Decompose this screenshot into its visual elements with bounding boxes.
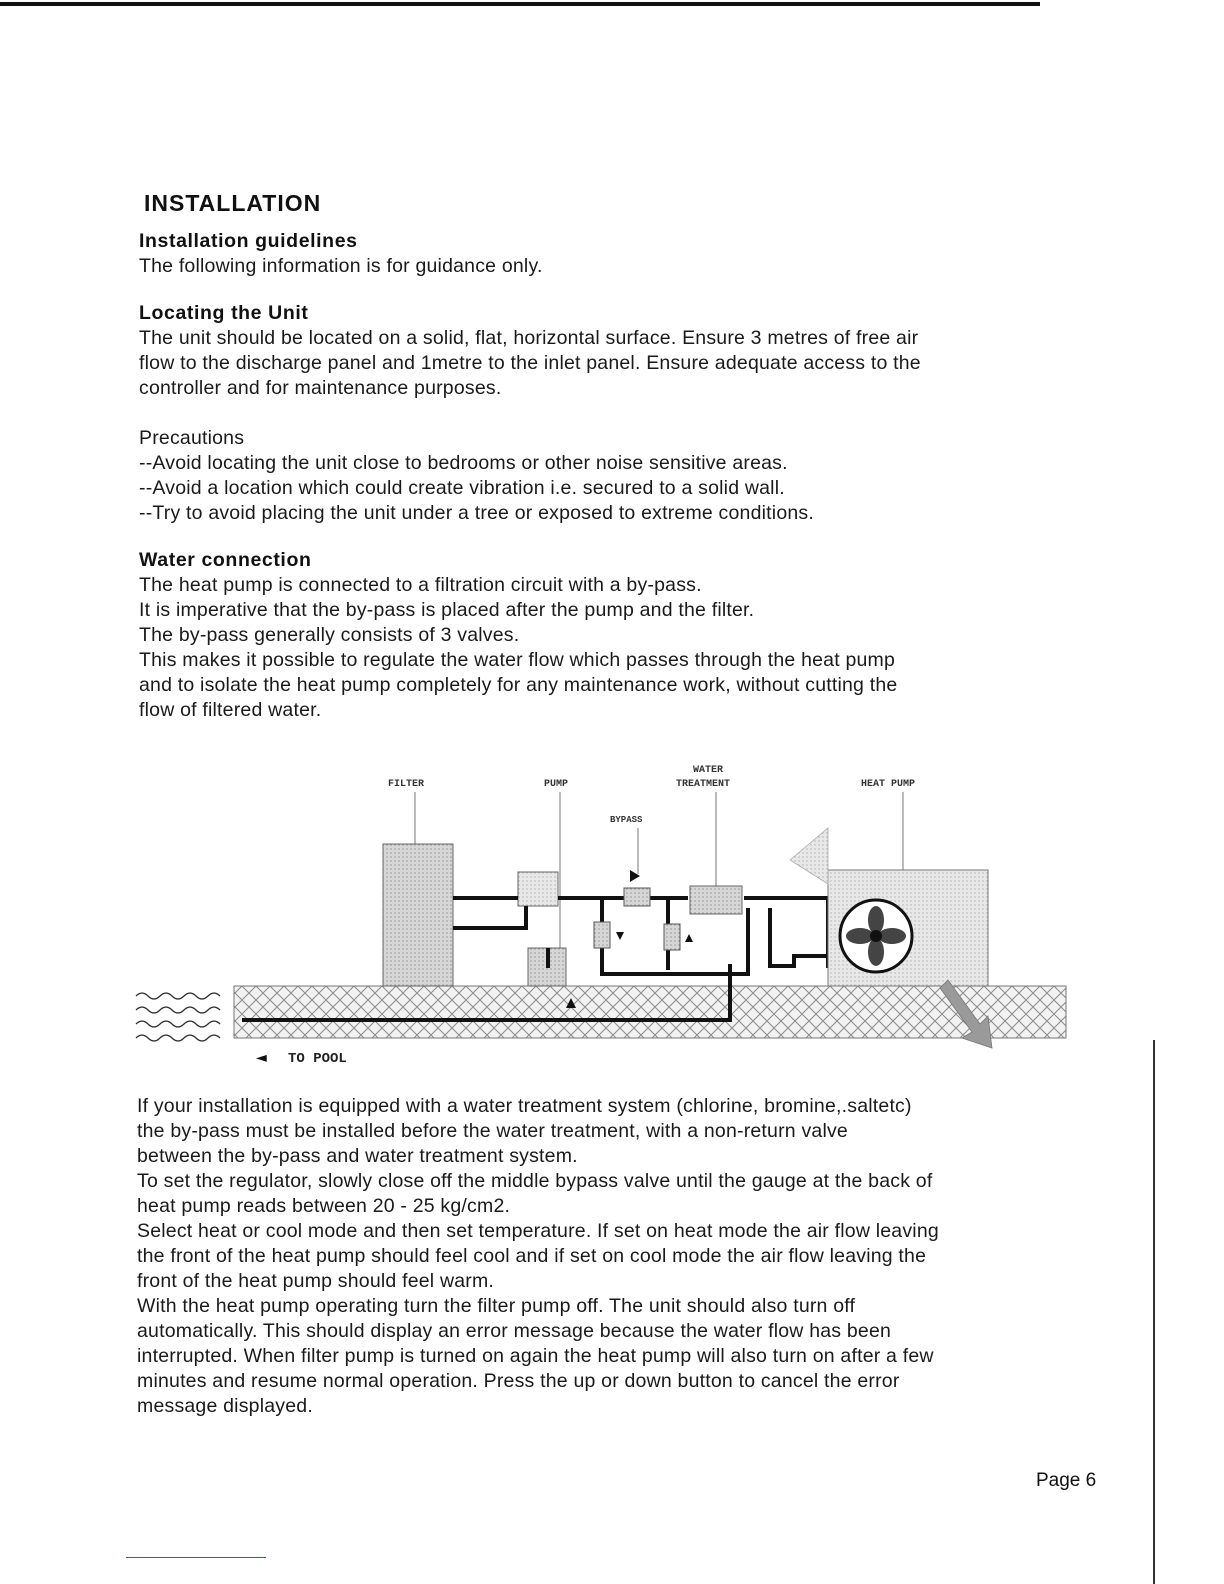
label-heat-pump: HEAT PUMP [861, 779, 916, 790]
guidelines-text: The following information is for guidance only. [139, 255, 543, 277]
locating-title: Locating the Unit [139, 302, 309, 324]
water-connection-line: This makes it possible to regulate the water flow which passes through the heat pump [139, 649, 896, 671]
paragraph-line: heat pump reads between 20 - 25 kg/cm2. [137, 1195, 511, 1217]
water-treatment-unit [690, 886, 742, 914]
precaution-item: --Avoid locating the unit close to bedrooms or other noise sensitive areas. [139, 452, 788, 474]
guidelines-title: Installation guidelines [139, 230, 358, 252]
bypass-valve-left [594, 922, 610, 948]
paragraph-line: If your installation is equipped with a water treatment system (chlorine, bromine,.saltetc) [137, 1095, 912, 1117]
bypass-arrow-up-icon [685, 934, 693, 942]
label-water: WATER [693, 765, 724, 776]
locating-line: flow to the discharge panel and 1metre to the inlet panel. Ensure adequate access to the [139, 352, 921, 374]
paragraph-line: between the by-pass and water treatment system. [137, 1145, 578, 1167]
plumbing-diagram [130, 748, 1080, 1076]
paragraph-line: Select heat or cool mode and then set temperature. If set on heat mode the air flow leaving [137, 1220, 939, 1242]
paragraph-line: With the heat pump operating turn the filter pump off. The unit should also turn off [137, 1295, 856, 1317]
filter-tank [383, 844, 453, 986]
locating-line: The unit should be located on a solid, flat, horizontal surface. Ensure 3 metres of free air [139, 327, 919, 349]
after-diagram-text [137, 1094, 1122, 1419]
precaution-item: --Try to avoid placing the unit under a tree or exposed to extreme conditions. [139, 502, 814, 524]
label-bypass: BYPASS [610, 815, 643, 825]
paragraph-line: interrupted. When filter pump is turned on again the heat pump will also turn on after a few [137, 1345, 934, 1367]
paragraph-line: minutes and resume normal operation. Press the up or down button to cancel the error [137, 1370, 900, 1392]
ground [234, 986, 1066, 1038]
water-waves-icon [136, 993, 220, 1041]
page-title: INSTALLATION [144, 190, 322, 216]
label-to-pool: TO POOL [288, 1051, 347, 1067]
precautions-title: Precautions [139, 427, 245, 449]
page-number: Page 6 [1036, 1470, 1097, 1491]
bypass-valve-top [624, 888, 650, 906]
precaution-item: --Avoid a location which could create vibration i.e. secured to a solid wall. [139, 477, 785, 499]
paragraph-line: message displayed. [137, 1395, 313, 1417]
paragraph-line: automatically. This should display an error message because the water flow has been [137, 1320, 892, 1342]
water-connection-line: and to isolate the heat pump completely for any maintenance work, without cutting the [139, 674, 898, 696]
water-connection-title: Water connection [139, 549, 312, 571]
locating-line: controller and for maintenance purposes. [139, 377, 502, 399]
bypass-arrow-down-icon [616, 932, 624, 940]
top-rule [0, 2, 1040, 6]
right-edge-rule [1153, 1040, 1155, 1584]
plumbing-diagram-svg [130, 748, 1080, 1076]
water-connection-line: The heat pump is connected to a filtration circuit with a by-pass. [139, 574, 702, 596]
label-treatment: TREATMENT [676, 779, 731, 790]
paragraph-line: the front of the heat pump should feel cool and if set on cool mode the air flow leaving the [137, 1245, 927, 1267]
label-filter: FILTER [388, 779, 425, 790]
to-pool-arrow-icon: ◄ [256, 1050, 267, 1066]
water-connection-line: The by-pass generally consists of 3 valves. [139, 624, 520, 646]
pump-body [518, 872, 558, 906]
paragraph-line: To set the regulator, slowly close off the middle bypass valve until the gauge at the back of [137, 1170, 933, 1192]
paragraph-line: the by-pass must be installed before the water treatment, with a non-return valve [137, 1120, 848, 1142]
water-connection-line: It is imperative that the by-pass is placed after the pump and the filter. [139, 599, 755, 621]
footer-rule [126, 1557, 266, 1558]
water-connection-line: flow of filtered water. [139, 699, 322, 721]
label-pump: PUMP [544, 779, 569, 790]
bypass-valve-right [664, 924, 680, 950]
paragraph-line: front of the heat pump should feel warm. [137, 1270, 495, 1292]
main-content [139, 190, 1119, 723]
